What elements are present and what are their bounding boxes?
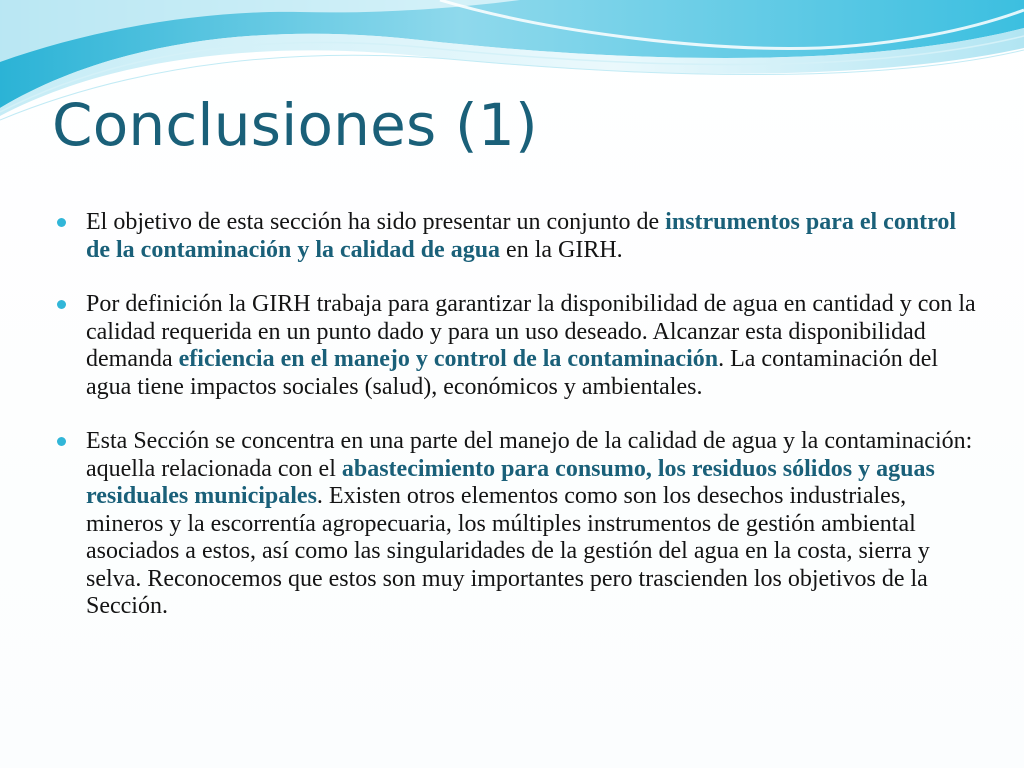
bullet-highlight: instrumentos para el control de la contaminación y la calidad de agua	[86, 209, 957, 263]
bullet-text: El objetivo de esta sección ha sido presentar un conjunto de	[86, 209, 666, 235]
bullet-item	[56, 209, 986, 264]
bullet-list	[56, 209, 986, 648]
bullet-text: . La contaminación del agua tiene impactos sociales (salud), económicos y ambientales.	[86, 346, 939, 400]
bullet-item	[56, 291, 986, 401]
bullet-text: Por definición la GIRH trabaja para garantizar la disponibilidad de agua en cantidad y con la calidad requerida en un punto dado y para un uso deseado. Alcanzar esta disponibilidad demanda	[86, 291, 976, 372]
bullet-dot-icon	[57, 437, 66, 446]
slide-title: Conclusiones (1)	[52, 91, 538, 159]
bullet-highlight: eficiencia en el manejo y control de la contaminación	[178, 346, 719, 372]
bullet-highlight: abastecimiento para consumo, los residuos sólidos y aguas residuales municipales	[86, 455, 935, 509]
bullet-item	[56, 428, 986, 621]
bullet-dot-icon	[57, 218, 66, 227]
bullet-dot-icon	[57, 300, 66, 309]
bullet-text: . Existen otros elementos como son los desechos industriales, mineros y la escorrentía agropecuaria, los múltiples instrumentos de gestión ambiental asociados a estos, así como las singularidades de la gestión del agua en la costa, sierra y selva. Reconocemos que estos son muy importantes pero trascienden los objetivos de la Sección.	[86, 483, 930, 619]
bullet-text: en la GIRH.	[500, 236, 623, 263]
bullet-text: Esta Sección se concentra en una parte del manejo de la calidad de agua y la contaminación: aquella relacionada con el	[86, 428, 973, 482]
